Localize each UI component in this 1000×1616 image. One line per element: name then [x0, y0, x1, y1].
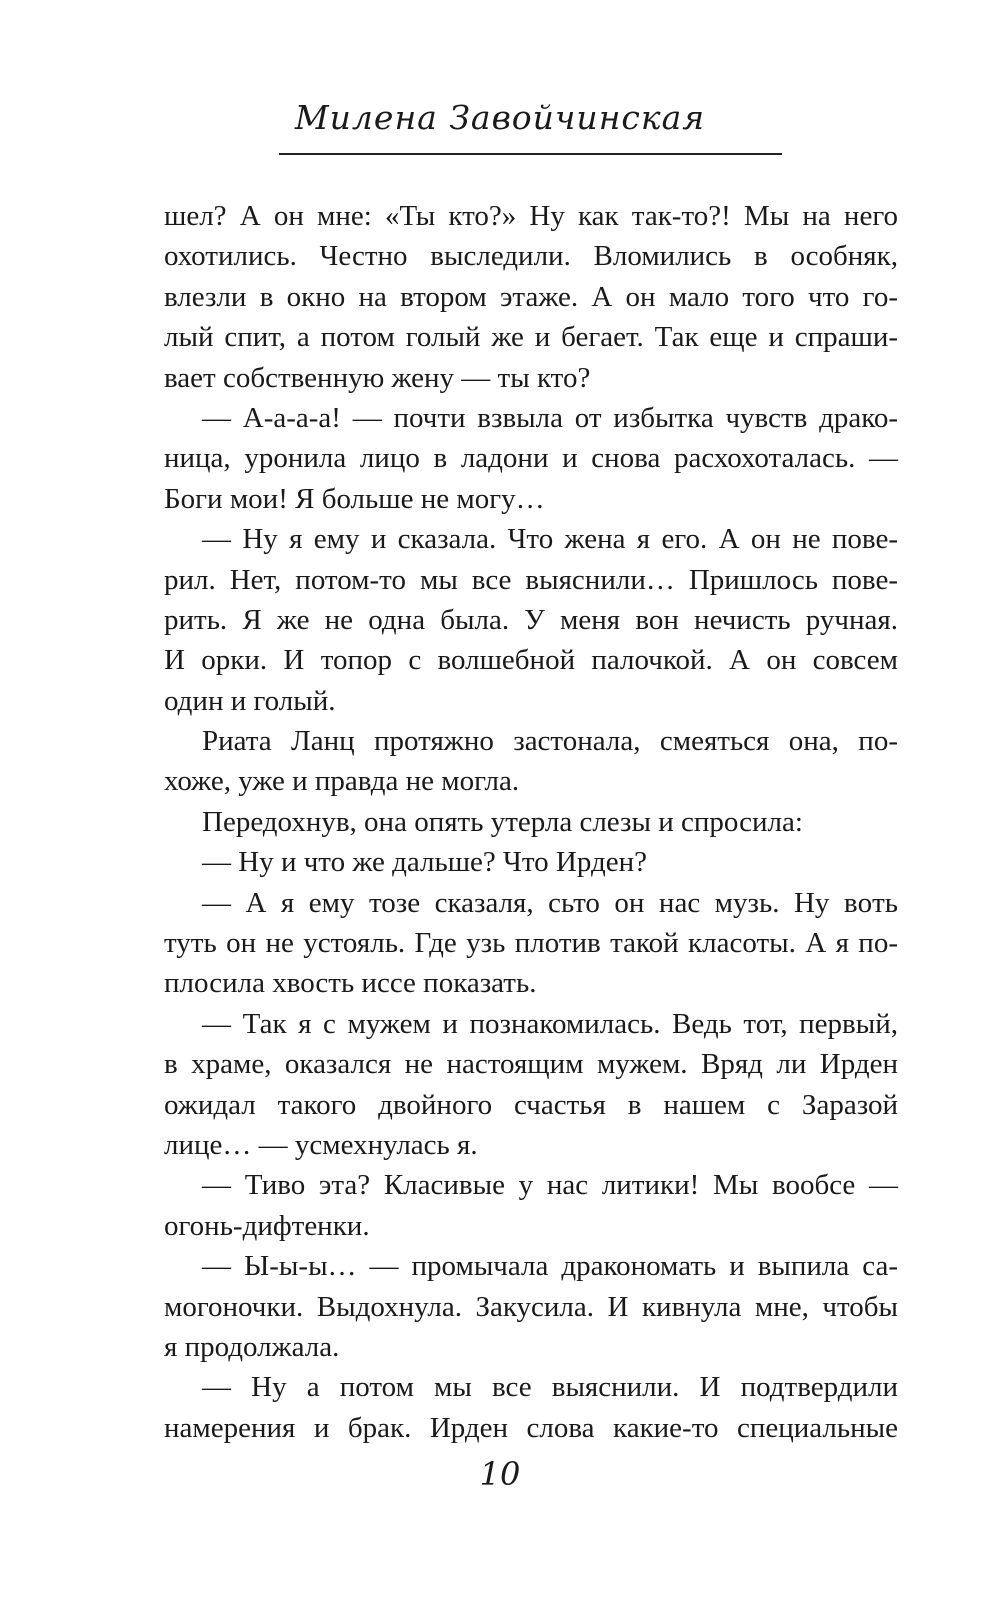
text-line: туть он не устояль. Где узь плотив такой класоты. А я по-: [164, 927, 898, 960]
text-line: я продолжала.: [164, 1330, 340, 1363]
text-line: лице… — усмехнулась я.: [164, 1128, 478, 1161]
text-line: охотились. Честно выследили. Вломились в особняк,: [164, 240, 898, 273]
text-line: шел? А он мне: «Ты кто?» Ну как так-то?! Мы на него: [164, 200, 898, 232]
text-line: — Ну я ему и сказала. Что жена я его. А он не пове-: [202, 523, 898, 556]
page-number: 10: [479, 1455, 521, 1493]
text-line: — Тиво эта? Класивые у нас литики! Мы вообсе —: [202, 1169, 898, 1202]
text-line: — Ну а потом мы все выяснили. И подтвердили: [202, 1371, 898, 1404]
text-line: в храме, оказался не настоящим мужем. Вряд ли Ирден: [164, 1048, 898, 1081]
author-name: Милена Завойчинская: [294, 98, 706, 137]
text-line: могоночки. Выдохнула. Закусила. И кивнула мне, чтобы: [164, 1290, 898, 1323]
text-line: рил. Нет, потом-то мы все выяснили… Пришлось пове-: [164, 563, 898, 596]
text-line: огонь-дифтенки.: [164, 1209, 370, 1242]
text-line: один и голый.: [164, 684, 336, 717]
text-line: ница, уронила лицо в ладони и снова расхохоталась. —: [164, 442, 898, 475]
text-line: — Ы-ы-ы… — промычала дракономать и выпила са-: [202, 1250, 898, 1283]
text-line: ожидал такого двойного счастья в нашем с Заразой: [164, 1088, 898, 1121]
text-line: вает собственную жену — ты кто?: [164, 361, 591, 394]
text-line: Боги мои! Я больше не могу…: [164, 482, 545, 515]
text-line: — А я ему тозе сказаля, сьто он нас музь. Ну вoть: [202, 886, 898, 919]
body-text: [164, 196, 898, 1448]
text-line: влезли в окно на втором этаже. А он мало того что го-: [164, 280, 898, 313]
header-divider: [279, 153, 782, 155]
text-line: намерения и брак. Ирден слова какие-то специальные: [164, 1411, 898, 1444]
text-line: — Так я с мужем и познакомилась. Ведь тот, первый,: [202, 1007, 898, 1040]
text-line: — Ну и что же дальше? Что Ирден?: [202, 846, 647, 879]
text-line: Риата Ланц протяжно застонала, смеяться она, по-: [202, 725, 898, 758]
text-line: лый спит, а потом голый же и бегает. Так еще и спраши-: [164, 321, 898, 354]
text-line: — А-а-а-а! — почти взвыла от избытка чувств драко-: [202, 401, 898, 434]
text-line: хоже, уже и правда не могла.: [164, 765, 520, 798]
running-header: [0, 98, 1000, 137]
text-line: рить. Я же не одна была. У меня вон нечисть ручная.: [164, 603, 898, 636]
text-line: И орки. И топор с волшебной палочкой. А он совсем: [164, 644, 898, 677]
text-line: плосила хвость иссе показать.: [164, 967, 537, 1000]
text-line: Передохнув, она опять утерла слезы и спросила:: [202, 805, 803, 838]
